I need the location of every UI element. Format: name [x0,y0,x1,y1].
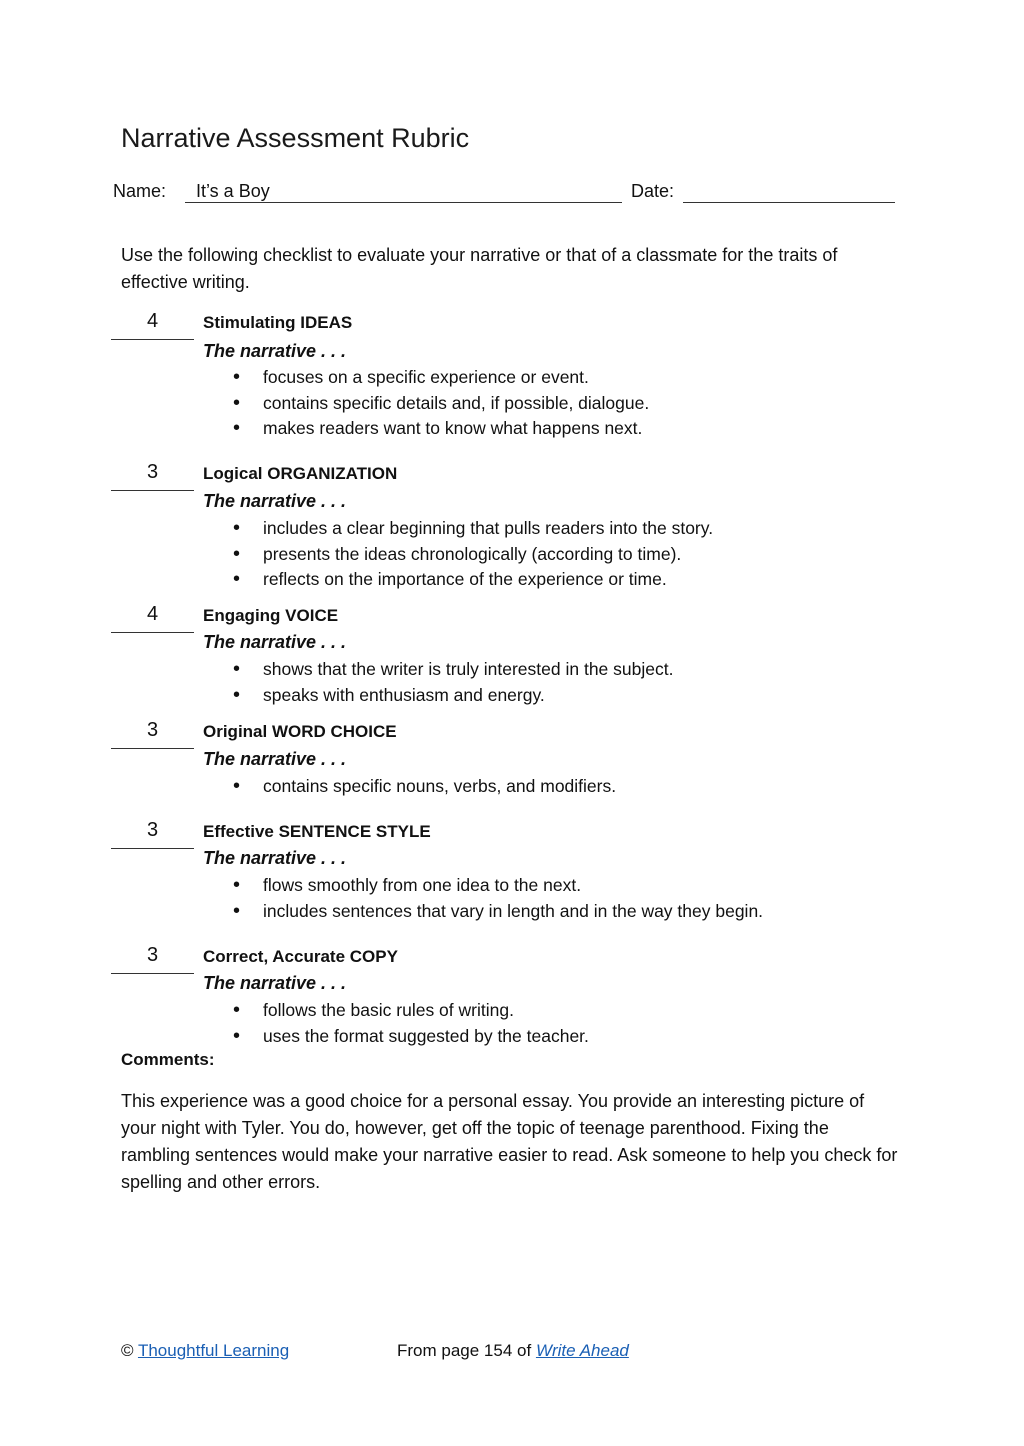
trait-title: Original WORD CHOICE [203,722,397,741]
source-prefix: From page 154 of [397,1341,532,1360]
list-item: • makes readers want to know what happens next. [233,416,649,442]
trait-lead: The narrative . . . [203,973,347,993]
list-item: • includes a clear beginning that pulls readers into the story. [233,516,713,542]
score-value: 3 [146,719,159,741]
copyright-icon: © [121,1341,134,1360]
bullet-icon: • [233,366,241,388]
score-value: 4 [146,310,159,332]
trait-title: Effective SENTENCE STYLE [203,822,431,841]
bullet-icon: • [233,899,241,922]
trait-lead: The narrative . . . [203,749,347,769]
list-item: • follows the basic rules of writing. [233,998,589,1024]
bullet-icon: • [233,683,241,706]
date-label: Date: [631,181,675,201]
list-item: • uses the format suggested by the teacher. [233,1024,589,1050]
bullet-icon: • [233,658,241,680]
trait-lead: The narrative . . . [203,491,347,511]
list-item: • reflects on the importance of the experience or time. [233,567,713,593]
score-field[interactable] [111,719,194,749]
bullet-icon: • [233,568,241,590]
intro-text: Use the following checklist to evaluate your narrative or that of a classmate for the traits of effective writing. [121,245,838,292]
list-item: • presents the ideas chronologically (according to time). [233,542,713,568]
score-value: 3 [146,461,159,483]
bullet-icon: • [233,542,241,565]
trait-bullets [233,657,673,708]
bullet-icon: • [233,874,241,896]
list-item: • contains specific nouns, verbs, and modifiers. [233,774,616,800]
bullet-icon: • [233,417,241,439]
name-date-row [113,180,903,210]
date-field[interactable] [683,180,895,203]
list-item: • shows that the writer is truly interested in the subject. [233,657,673,683]
thoughtful-learning-link[interactable]: Thoughtful Learning [137,1341,290,1360]
score-field[interactable] [111,603,194,633]
trait-bullets [233,774,616,800]
comments-label: Comments: [121,1050,215,1069]
list-item: • speaks with enthusiasm and energy. [233,683,673,709]
bullet-icon: • [233,775,241,797]
score-value: 3 [146,819,159,841]
name-label: Name: [113,181,167,201]
trait-bullets [233,998,589,1049]
score-field[interactable] [111,461,194,491]
trait-title: Engaging VOICE [203,606,339,625]
write-ahead-link[interactable]: Write Ahead [535,1341,629,1360]
name-value: It’s a Boy [196,181,270,201]
footer-copyright [121,1341,289,1361]
comments-text: This experience was a good choice for a personal essay. You provide an interesting picture of your night with Tyler. You do, however, get off the topic of teenage parenthood. Fixing the rambling sentences would make your narrative easier to read. Ask someone to help you check for spelling and other errors. [121,1091,898,1192]
score-field[interactable] [111,310,194,340]
trait-lead: The narrative . . . [203,632,347,652]
trait-title: Stimulating IDEAS [203,313,353,332]
list-item: • flows smoothly from one idea to the next. [233,873,763,899]
trait-title: Correct, Accurate COPY [203,947,398,966]
trait-bullets [233,516,713,593]
list-item: • contains specific details and, if possible, dialogue. [233,391,649,417]
score-value: 4 [146,603,159,625]
list-item: • focuses on a specific experience or event. [233,365,649,391]
trait-bullets [233,873,763,924]
bullet-icon: • [233,517,241,539]
score-value: 3 [146,944,159,966]
list-item: • includes sentences that vary in length and in the way they begin. [233,899,763,925]
trait-lead: The narrative . . . [203,848,347,868]
score-field[interactable] [111,819,194,849]
score-field[interactable] [111,944,194,974]
trait-title: Logical ORGANIZATION [203,464,398,483]
bullet-icon: • [233,1024,241,1047]
footer-source [397,1341,629,1361]
trait-bullets [233,365,649,442]
trait-lead: The narrative . . . [203,341,347,361]
page-title: Narrative Assessment Rubric [121,123,470,153]
bullet-icon: • [233,391,241,414]
bullet-icon: • [233,999,241,1021]
